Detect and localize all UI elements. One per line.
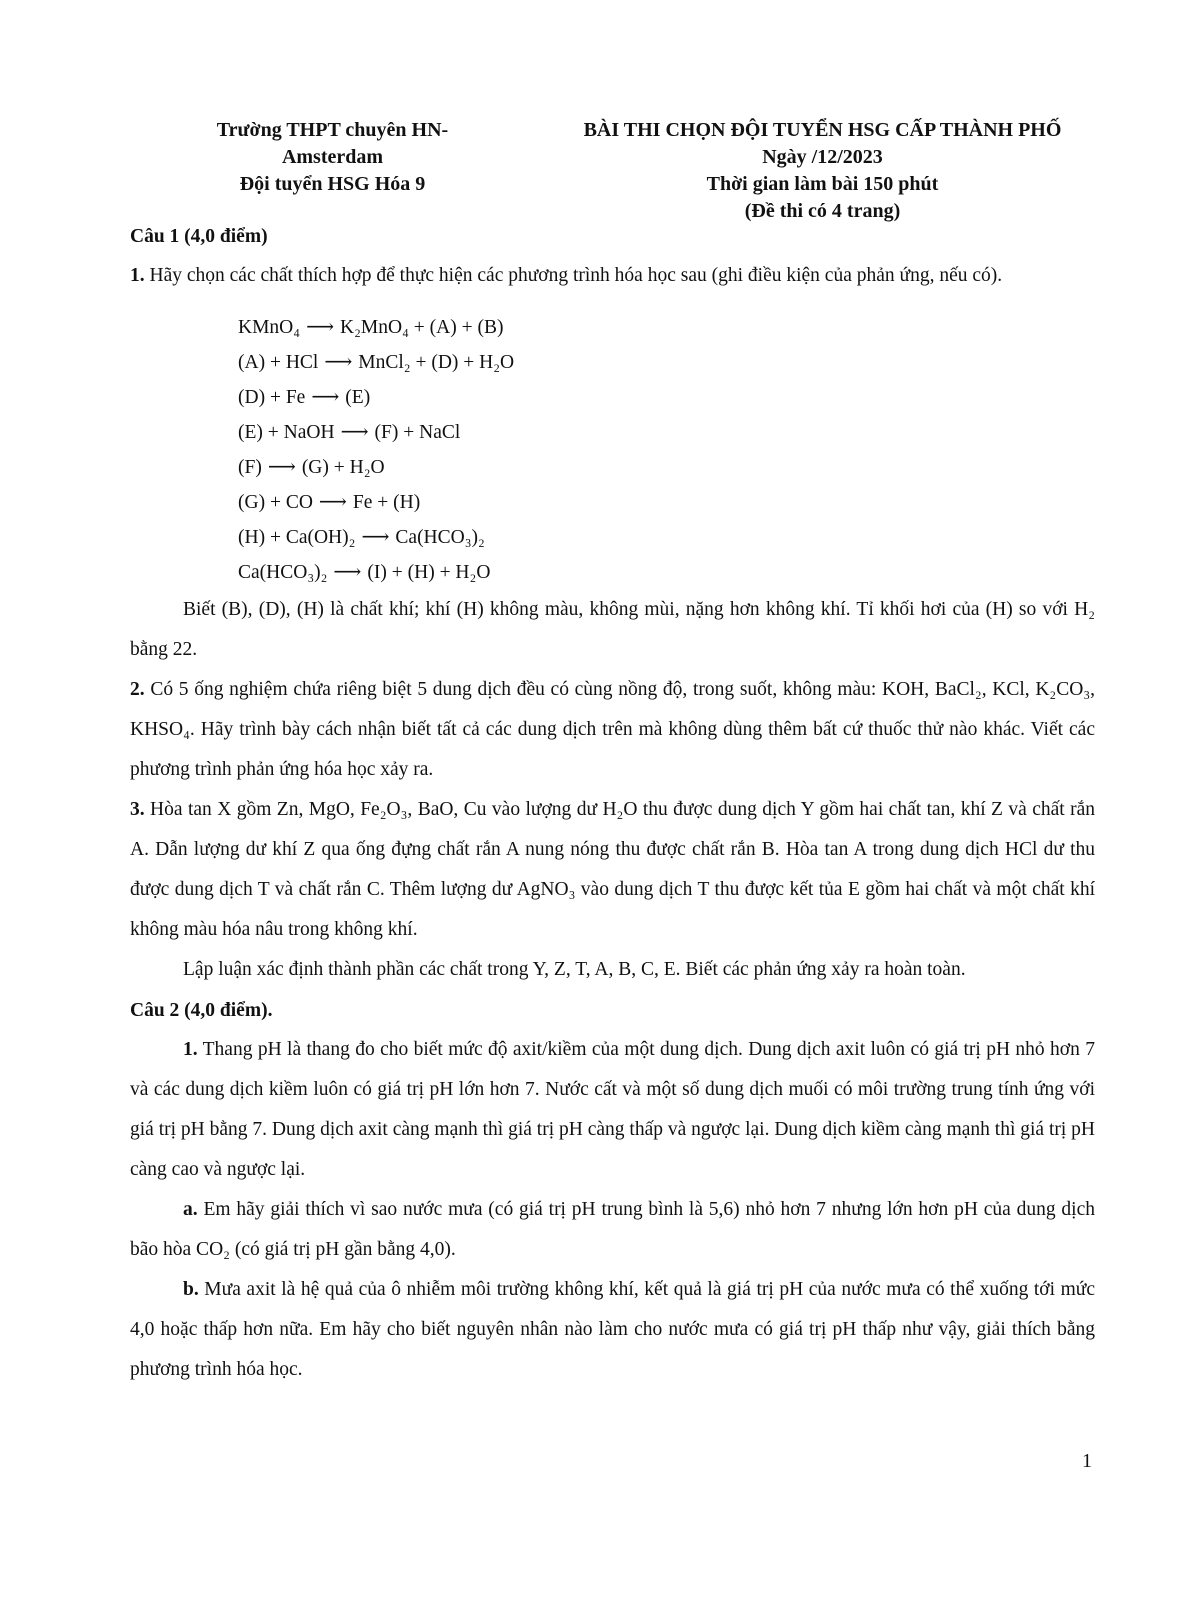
reaction-scheme	[238, 310, 1095, 590]
part-text: Có 5 ống nghiệm chứa riêng biệt 5 dung dịch đều có cùng nồng độ, trong suốt, không màu: KOH, BaCl₂, KCl, K₂CO₃, KHSO₄. Hãy trình bày cách nhận biết tất cả các dung dịch trên mà không dùng thêm bất cứ thuốc thử nào khác. Viết các phương trình phản ứng hóa học xảy ra.	[130, 679, 1095, 780]
sub-label: a.	[183, 1199, 198, 1220]
question-1-part-3	[130, 790, 1095, 950]
reaction-arrow-icon: ⟶	[340, 422, 369, 443]
exam-pages-note: (Đề thi có 4 trang)	[744, 200, 901, 222]
equation-left: (A) + HCl	[238, 352, 319, 373]
equation-right: K₂MnO₄ + (A) + (B)	[340, 317, 504, 338]
exam-duration: Thời gian làm bài 150 phút	[706, 173, 939, 195]
equation-right: (F) + NaCl	[374, 422, 461, 443]
exam-title: BÀI THI CHỌN ĐỘI TUYỂN HSG CẤP THÀNH PHỐ	[583, 119, 1062, 141]
reaction-arrow-icon: ⟶	[324, 352, 353, 373]
reaction-arrow-icon: ⟶	[318, 492, 347, 513]
question-2-part-1	[130, 1030, 1095, 1190]
sub-text: Mưa axit là hệ quả của ô nhiễm môi trường không khí, kết quả là giá trị pH của nước mưa có thể xuống tới mức 4,0 hoặc thấp hơn nữa. Em hãy cho biết nguyên nhân nào làm cho nước mưa có giá trị pH thấp như vậy, giải thích bằng phương trình hóa học.	[130, 1279, 1095, 1380]
equation-6	[238, 485, 1095, 520]
equation-7	[238, 520, 1095, 555]
equation-3	[238, 380, 1095, 415]
equation-right: Ca(HCO₃)₂	[395, 527, 485, 548]
equation-left: (D) + Fe	[238, 387, 306, 408]
question-1-heading: Câu 1 (4,0 điểm)	[130, 226, 268, 247]
question-1-part-3-task: Lập luận xác định thành phần các chất trong Y, Z, T, A, B, C, E. Biết các phản ứng xảy ra hoàn toàn.	[183, 959, 966, 980]
exam-date: Ngày /12/2023	[762, 146, 883, 168]
part-text: Thang pH là thang đo cho biết mức độ axit/kiềm của một dung dịch. Dung dịch axit luôn có giá trị pH nhỏ hơn 7 và các dung dịch kiềm luôn có giá trị pH lớn hơn 7. Nước cất và một số dung dịch muối có môi trường trung tính ứng với giá trị pH bằng 7. Dung dịch axit càng mạnh thì giá trị pH càng thấp và ngược lại. Dung dịch kiềm càng mạnh thì giá trị pH càng cao và ngược lại.	[130, 1039, 1095, 1180]
reaction-arrow-icon: ⟶	[311, 387, 340, 408]
exam-header	[535, 117, 1110, 225]
question-2-part-1b	[130, 1270, 1095, 1390]
reaction-arrow-icon: ⟶	[333, 562, 362, 583]
question-1-part-1-note: Biết (B), (D), (H) là chất khí; khí (H) không màu, không mùi, nặng hơn không khí. Tỉ khối hơi của (H) so với H₂ bằng 22.	[130, 599, 1095, 660]
reaction-arrow-icon: ⟶	[361, 527, 390, 548]
team-name: Đội tuyển HSG Hóa 9	[239, 173, 426, 195]
equation-8	[238, 555, 1095, 590]
exam-body	[130, 222, 1095, 1390]
equation-right: MnCl₂ + (D) + H₂O	[358, 352, 515, 373]
part-number: 2.	[130, 679, 145, 700]
equation-right: (I) + (H) + H₂O	[367, 562, 491, 583]
equation-right: Fe + (H)	[352, 492, 421, 513]
question-1-part-1	[130, 256, 1095, 296]
equation-right: (E)	[345, 387, 371, 408]
question-2-part-1a	[130, 1190, 1095, 1270]
equation-left: Ca(HCO₃)₂	[238, 562, 328, 583]
part-number: 3.	[130, 799, 145, 820]
school-name-line1: Trường THPT chuyên HN-	[216, 119, 449, 141]
equation-2	[238, 345, 1095, 380]
equation-left: (H) + Ca(OH)₂	[238, 527, 356, 548]
equation-4	[238, 415, 1095, 450]
part-number: 1.	[183, 1039, 198, 1060]
equation-1	[238, 310, 1095, 345]
school-name-line2: Amsterdam	[281, 146, 384, 168]
school-header	[150, 117, 515, 198]
equation-left: KMnO₄	[238, 317, 301, 338]
question-1-part-2	[130, 670, 1095, 790]
equation-left: (E) + NaOH	[238, 422, 335, 443]
equation-5	[238, 450, 1095, 485]
reaction-arrow-icon: ⟶	[306, 317, 335, 338]
part-number: 1.	[130, 265, 145, 286]
part-text: Hãy chọn các chất thích hợp để thực hiện các phương trình hóa học sau (ghi điều kiện của phản ứng, nếu có).	[144, 265, 1003, 286]
equation-left: (G) + CO	[238, 492, 313, 513]
sub-label: b.	[183, 1279, 199, 1300]
question-2-heading: Câu 2 (4,0 điểm).	[130, 1000, 273, 1021]
reaction-arrow-icon: ⟶	[267, 457, 296, 478]
part-text: Hòa tan X gồm Zn, MgO, Fe₂O₃, BaO, Cu vào lượng dư H₂O thu được dung dịch Y gồm hai chất tan, khí Z và chất rắn A. Dẫn lượng dư khí Z qua ống đựng chất rắn A nung nóng thu được chất rắn B. Hòa tan A trong dung dịch HCl dư thu được dung dịch T và chất rắn C. Thêm lượng dư AgNO₃ vào dung dịch T thu được kết tủa E gồm hai chất và một chất khí không màu hóa nâu trong không khí.	[130, 799, 1095, 940]
sub-text: Em hãy giải thích vì sao nước mưa (có giá trị pH trung bình là 5,6) nhỏ hơn 7 nhưng lớn hơn pH của dung dịch bão hòa CO₂ (có giá trị pH gần bằng 4,0).	[130, 1199, 1095, 1260]
equation-left: (F)	[238, 457, 262, 478]
equation-right: (G) + H₂O	[301, 457, 385, 478]
page-number: 1	[1082, 1450, 1092, 1472]
